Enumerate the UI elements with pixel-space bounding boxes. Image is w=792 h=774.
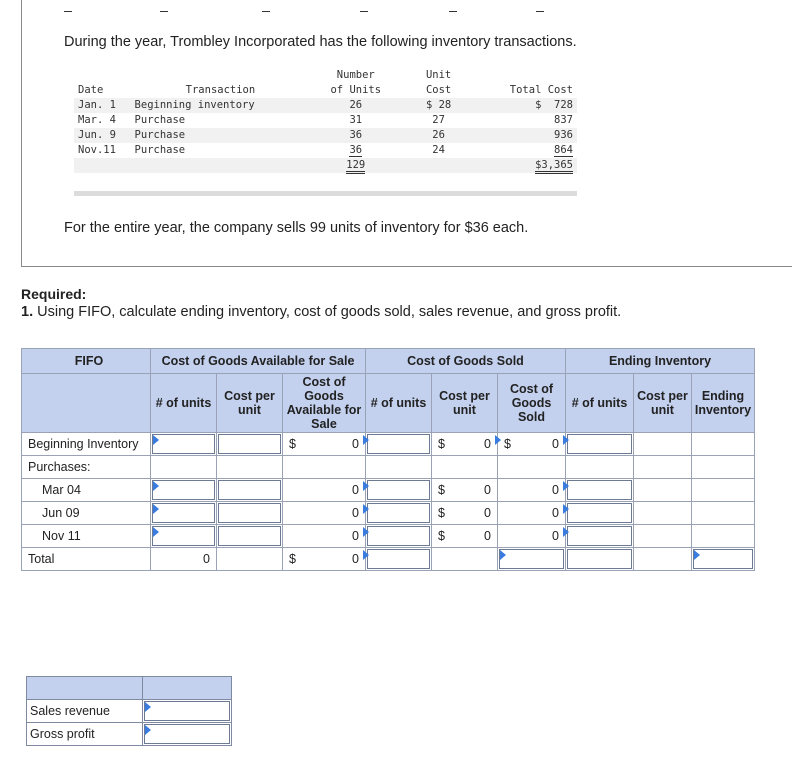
total-cogs-input[interactable] xyxy=(498,548,566,571)
total-units-ending-input[interactable] xyxy=(566,548,634,571)
row-units: 36 xyxy=(349,144,363,156)
beginning-units-sold-input[interactable] xyxy=(366,433,432,456)
col-units-ending: # of units xyxy=(566,374,634,433)
summary-row-gross-profit xyxy=(27,723,232,746)
beginning-cost-per-unit-input[interactable] xyxy=(217,433,283,456)
row-total: $ 728 xyxy=(476,98,577,113)
summary-header-row xyxy=(27,677,232,700)
row-jun-09 xyxy=(22,502,755,525)
header-cost-line1: Unit xyxy=(425,69,452,81)
purchases-label: Purchases: xyxy=(22,456,151,479)
mar-units-input[interactable] xyxy=(151,479,217,502)
header-total-cost: Total Cost xyxy=(509,84,573,96)
jun-cost-per-unit-sold: $ 0 xyxy=(432,502,498,525)
nov-ending-inventory xyxy=(692,525,755,548)
row-unit-cost: 24 xyxy=(432,144,445,156)
row-nov-11 xyxy=(22,525,755,548)
row-units: 26 xyxy=(310,98,401,113)
beginning-cogs-value: $ 0 xyxy=(498,433,566,456)
table-row xyxy=(74,143,577,158)
jun-cogas-value: 0 xyxy=(283,502,366,525)
table-row xyxy=(74,113,577,128)
jun-ending-inventory xyxy=(692,502,755,525)
header-date: Date xyxy=(78,84,104,96)
total-cost-per-unit-sold xyxy=(432,548,498,571)
mar-cogs-value: 0 xyxy=(498,479,566,502)
col-cost-per-unit-ending: Cost per unit xyxy=(634,374,692,433)
total-units-value: 0 xyxy=(151,548,217,571)
table-row xyxy=(74,98,577,113)
header-units-line1: Number xyxy=(336,69,375,81)
mar-units-sold-input[interactable] xyxy=(366,479,432,502)
col-cogas: Cost of Goods Available for Sale xyxy=(283,374,366,433)
col-ending-inventory: Ending Inventory xyxy=(692,374,755,433)
col-units-available: # of units xyxy=(151,374,217,433)
beginning-cost-per-unit-sold: $ 0 xyxy=(432,433,498,456)
mar-units-ending-input[interactable] xyxy=(566,479,634,502)
mar-cogas-value: 0 xyxy=(283,479,366,502)
jun-cost-ending xyxy=(634,502,692,525)
jun-cogs-value: 0 xyxy=(498,502,566,525)
sales-note: For the entire year, the company sells 99 units of inventory for $36 each. xyxy=(64,220,529,236)
beginning-units-ending-input[interactable] xyxy=(566,433,634,456)
col-units-sold: # of units xyxy=(366,374,432,433)
problem-intro: During the year, Trombley Incorporated has the following inventory transactions. xyxy=(64,34,577,50)
gross-profit-input[interactable] xyxy=(143,723,232,746)
beginning-cost-ending xyxy=(634,433,692,456)
required-text xyxy=(21,304,621,320)
row-transaction: Purchase xyxy=(131,128,311,143)
mar-cost-per-unit-input[interactable] xyxy=(217,479,283,502)
beginning-ending-inventory xyxy=(692,433,755,456)
col-cost-per-unit-available: Cost per unit xyxy=(217,374,283,433)
header-cost-line2: Cost xyxy=(425,84,452,96)
required-label: Required: xyxy=(21,286,87,302)
mar-ending-inventory xyxy=(692,479,755,502)
row-label: Beginning Inventory xyxy=(22,433,151,456)
row-transaction: Beginning inventory xyxy=(131,98,311,113)
totals-row xyxy=(74,158,577,173)
cropped-text-marks xyxy=(64,11,544,13)
row-date: Mar. 4 xyxy=(78,114,116,126)
required-instruction: Using FIFO, calculate ending inventory, cost of goods sold, sales revenue, and gross profit. xyxy=(37,304,622,320)
sales-revenue-input[interactable] xyxy=(143,700,232,723)
nov-units-input[interactable] xyxy=(151,525,217,548)
jun-units-input[interactable] xyxy=(151,502,217,525)
row-unit-cost: 26 xyxy=(401,128,476,143)
nov-cogas-value: 0 xyxy=(283,525,366,548)
nov-units-sold-input[interactable] xyxy=(366,525,432,548)
column-header-row xyxy=(22,374,755,433)
row-total xyxy=(22,548,755,571)
nov-cost-ending xyxy=(634,525,692,548)
row-units: 31 xyxy=(349,114,363,126)
row-label: Total xyxy=(22,548,151,571)
row-transaction: Purchase xyxy=(134,144,186,156)
group-header-row xyxy=(22,349,755,374)
row-date: Jan. 1 xyxy=(74,98,131,113)
row-total: 864 xyxy=(554,144,573,156)
nov-cogs-value: 0 xyxy=(498,525,566,548)
inv-header-row-2 xyxy=(74,83,577,98)
row-label: Nov 11 xyxy=(22,525,151,548)
group-available-header: Cost of Goods Available for Sale xyxy=(151,349,366,374)
row-label: Mar 04 xyxy=(22,479,151,502)
header-units-line2: of Units xyxy=(330,84,382,96)
col-cogs: Cost of Goods Sold xyxy=(498,374,566,433)
col-cost-per-unit-sold: Cost per unit xyxy=(432,374,498,433)
table-row xyxy=(74,128,577,143)
total-units: 129 xyxy=(310,158,401,173)
sales-revenue-label: Sales revenue xyxy=(27,700,143,723)
nov-cost-per-unit-input[interactable] xyxy=(217,525,283,548)
total-cogas-value: $ 0 xyxy=(283,548,366,571)
inv-header-row-1 xyxy=(74,68,577,83)
row-total: 837 xyxy=(554,114,573,126)
row-unit-cost: $ 28 xyxy=(401,98,476,113)
jun-units-ending-input[interactable] xyxy=(566,502,634,525)
fifo-corner-label: FIFO xyxy=(22,349,151,374)
jun-cost-per-unit-input[interactable] xyxy=(217,502,283,525)
row-label: Jun 09 xyxy=(22,502,151,525)
total-ending-inventory-input[interactable] xyxy=(692,548,755,571)
mar-cost-ending xyxy=(634,479,692,502)
group-ending-header: Ending Inventory xyxy=(566,349,755,374)
row-unit-cost: 27 xyxy=(432,114,445,126)
row-mar-04 xyxy=(22,479,755,502)
row-transaction: Purchase xyxy=(134,114,186,126)
total-units-sold-input[interactable] xyxy=(366,548,432,571)
required-number: 1. xyxy=(21,304,34,320)
jun-units-sold-input[interactable] xyxy=(366,502,432,525)
header-transaction: Transaction xyxy=(185,84,256,96)
row-date: Nov.11 xyxy=(78,144,116,156)
row-units: 36 xyxy=(310,128,401,143)
table-divider xyxy=(74,191,577,196)
row-beginning-inventory xyxy=(22,433,755,456)
group-sold-header: Cost of Goods Sold xyxy=(366,349,566,374)
fifo-worksheet xyxy=(21,348,755,571)
beginning-cogas-value: $ 0 xyxy=(283,433,366,456)
mar-cost-per-unit-sold: $ 0 xyxy=(432,479,498,502)
summary-table xyxy=(26,676,232,746)
total-cost: $3,365 xyxy=(476,158,577,173)
nov-cost-per-unit-sold: $ 0 xyxy=(432,525,498,548)
row-total: 936 xyxy=(476,128,577,143)
gross-profit-label: Gross profit xyxy=(27,723,143,746)
inventory-transactions-table xyxy=(74,68,577,173)
summary-row-sales-revenue xyxy=(27,700,232,723)
row-date: Jun. 9 xyxy=(74,128,131,143)
row-purchases-label xyxy=(22,456,755,479)
nov-units-ending-input[interactable] xyxy=(566,525,634,548)
total-cost-ending xyxy=(634,548,692,571)
total-cost-per-unit xyxy=(217,548,283,571)
beginning-units-input[interactable] xyxy=(151,433,217,456)
